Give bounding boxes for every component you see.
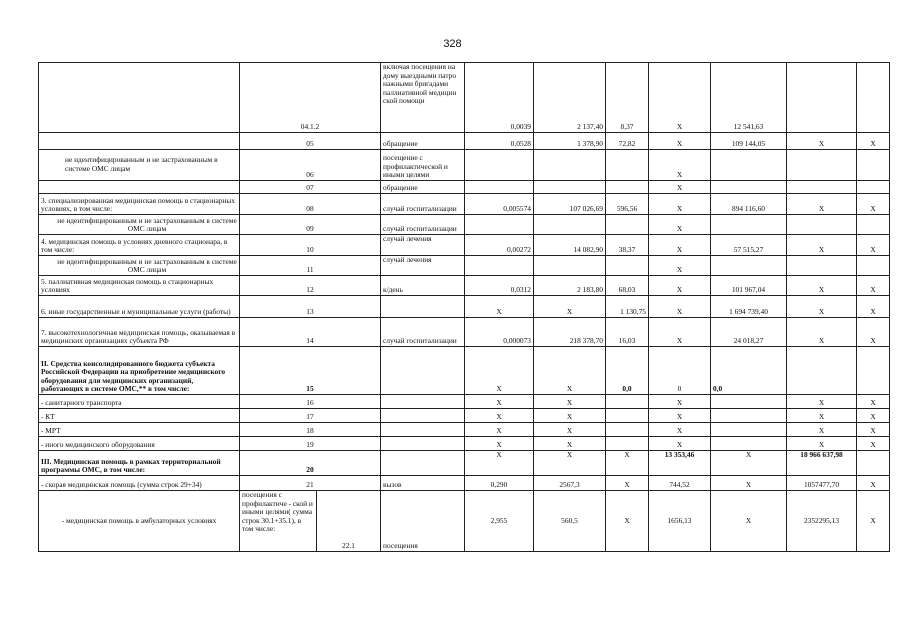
cell: X [649, 63, 711, 133]
cell: 109 144,05 [711, 133, 787, 150]
row-name [39, 63, 240, 133]
cell: 13 353,46 [649, 451, 711, 476]
cell [711, 181, 787, 194]
cell [711, 423, 787, 437]
cell [711, 395, 787, 409]
cell: X [534, 409, 606, 423]
cell: X [649, 150, 711, 181]
row-code: 12 [240, 276, 381, 296]
cell: X [465, 395, 534, 409]
cell [787, 215, 857, 235]
cell: X [857, 476, 890, 491]
budget-table [38, 62, 890, 552]
cell [606, 215, 649, 235]
cell [534, 150, 606, 181]
row-name: III. Медицинская помощь в рамках территориальной программы ОМС, в том числе: [39, 451, 240, 476]
cell [606, 395, 649, 409]
table-row [39, 150, 890, 181]
row-name: 7. высокотехнологичная медицинская помощь, оказываемая в медицинских организациях субъекта РФ [39, 318, 240, 347]
row-name: не идентифицированным и не застрахованным в системе ОМС лицам [39, 215, 240, 235]
cell: X [649, 437, 711, 451]
row-unit: посещение с профилактической и иными целями [381, 150, 465, 181]
cell: X [857, 423, 890, 437]
cell [711, 437, 787, 451]
row-code: 17 [240, 409, 381, 423]
row-name: - КТ [39, 409, 240, 423]
table-row [39, 318, 890, 347]
row-name: 4. медицинская помощь в условиях дневного стационара, в том числе: [39, 235, 240, 256]
cell [711, 256, 787, 276]
row-name: не идентифицированным и не застрахованным в системе ОМС лицам [39, 150, 240, 181]
cell: 0,0039 [465, 63, 534, 133]
cell: 8,37 [606, 63, 649, 133]
cell: X [649, 194, 711, 215]
cell [857, 181, 890, 194]
cell: 0,0 [711, 347, 787, 395]
table-row [39, 63, 890, 133]
cell [606, 150, 649, 181]
row-unit [381, 409, 465, 423]
table-row [39, 395, 890, 409]
cell: X [534, 451, 606, 476]
cell: X [465, 296, 534, 318]
cell: X [857, 395, 890, 409]
row-unit: включая посещения на дому выездными патро нажными бригадами паллиативной медицин ской помощи [381, 63, 465, 133]
cell: X [787, 318, 857, 347]
row-name: - скорая медицинская помощь (сумма строк 29+34) [39, 476, 240, 491]
row-name [39, 181, 240, 194]
cell: 596,56 [606, 194, 649, 215]
cell: X [857, 235, 890, 256]
cell: X [649, 235, 711, 256]
row-unit: случай госпитализации [381, 215, 465, 235]
table-row [39, 423, 890, 437]
row-name: 6. иные государственные и муниципальные услуги (работы) [39, 296, 240, 318]
row-unit: к/день [381, 276, 465, 296]
cell [606, 181, 649, 194]
cell: 12 541,63 [711, 63, 787, 133]
row-unit: случай лечения [381, 235, 465, 256]
cell: X [787, 296, 857, 318]
cell: 0,290 [465, 476, 534, 491]
table-row [39, 437, 890, 451]
cell: X [857, 194, 890, 215]
row-code: 11 [240, 256, 381, 276]
row-code: 15 [240, 347, 381, 395]
row-unit: случай госпитализации [381, 318, 465, 347]
cell: X [787, 235, 857, 256]
row-name: 3. специализированная медицинская помощь в стационарных условиях, в том числе: [39, 194, 240, 215]
cell [606, 256, 649, 276]
row-unit: случай госпитализации [381, 194, 465, 215]
row-unit: вызов [381, 476, 465, 491]
cell: 57 515,27 [711, 235, 787, 256]
cell [711, 150, 787, 181]
cell: 14 082,90 [534, 235, 606, 256]
cell: 1 378,90 [534, 133, 606, 150]
cell [787, 347, 857, 395]
row-name: - иного медицинского оборудования [39, 437, 240, 451]
row-code: 20 [240, 451, 381, 476]
cell: 560,5 [534, 491, 606, 552]
cell: 0,000073 [465, 318, 534, 347]
cell [606, 409, 649, 423]
cell: 0,00272 [465, 235, 534, 256]
cell: 2352295,13 [787, 491, 857, 552]
row-name: 5. паллиативная медицинская помощь в стационарных условиях [39, 276, 240, 296]
table-row [39, 194, 890, 215]
cell: X [649, 409, 711, 423]
cell: X [711, 491, 787, 552]
cell: 0 [649, 347, 711, 395]
page-number: 328 [443, 38, 462, 50]
cell: X [606, 491, 649, 552]
cell [857, 256, 890, 276]
cell [857, 63, 890, 133]
cell: 1 694 739,40 [711, 296, 787, 318]
cell: 38,37 [606, 235, 649, 256]
cell: 744,52 [649, 476, 711, 491]
cell: X [465, 409, 534, 423]
table-row [39, 256, 890, 276]
cell [465, 256, 534, 276]
row-sub: посещения с профилактиче - ской и иными целями( сумма строк 30.1+35.1), в том числе: [240, 491, 317, 551]
cell: 218 378,70 [534, 318, 606, 347]
row-code: 18 [240, 423, 381, 437]
cell: X [857, 133, 890, 150]
cell [711, 409, 787, 423]
cell: X [465, 437, 534, 451]
row-code: 07 [240, 181, 381, 194]
row-unit: обращение [381, 181, 465, 194]
row-code: 05 [240, 133, 381, 150]
cell: 18 966 637,98 [787, 451, 857, 476]
cell [534, 215, 606, 235]
cell [857, 347, 890, 395]
cell: 101 967,04 [711, 276, 787, 296]
cell: X [649, 276, 711, 296]
cell: X [787, 276, 857, 296]
table-row [39, 296, 890, 318]
cell: X [711, 476, 787, 491]
cell: 1057477,70 [787, 476, 857, 491]
table-row [39, 276, 890, 296]
table-row [39, 476, 890, 491]
row-code-cell [240, 491, 381, 552]
cell [465, 150, 534, 181]
row-code: 13 [240, 296, 381, 318]
cell: 0,005574 [465, 194, 534, 215]
table-row [39, 347, 890, 395]
cell: X [465, 347, 534, 395]
cell: X [534, 437, 606, 451]
table-row [39, 133, 890, 150]
table-row [39, 215, 890, 235]
row-unit [381, 423, 465, 437]
table-row [39, 491, 890, 552]
row-code: 22.1 [342, 541, 355, 551]
cell: X [465, 423, 534, 437]
cell: X [787, 409, 857, 423]
cell [606, 437, 649, 451]
cell: X [649, 395, 711, 409]
cell: X [649, 296, 711, 318]
cell: X [534, 423, 606, 437]
row-unit [381, 451, 465, 476]
cell: 72,82 [606, 133, 649, 150]
cell: X [649, 181, 711, 194]
cell: X [857, 318, 890, 347]
cell: X [857, 409, 890, 423]
table-row [39, 181, 890, 194]
cell: 107 026,69 [534, 194, 606, 215]
row-code: 14 [240, 318, 381, 347]
row-unit [381, 437, 465, 451]
cell: X [787, 133, 857, 150]
row-unit: посещения [381, 491, 465, 552]
cell: X [787, 423, 857, 437]
cell: X [606, 451, 649, 476]
row-code: 04.1.2 [240, 63, 381, 133]
cell: X [649, 133, 711, 150]
cell [534, 181, 606, 194]
cell [465, 181, 534, 194]
cell [606, 423, 649, 437]
row-code: 16 [240, 395, 381, 409]
cell: X [857, 437, 890, 451]
table-row [39, 409, 890, 423]
table-row [39, 451, 890, 476]
cell: 0,0 [606, 347, 649, 395]
cell: X [787, 437, 857, 451]
cell: X [606, 476, 649, 491]
cell [534, 256, 606, 276]
row-unit [381, 395, 465, 409]
cell: X [649, 215, 711, 235]
row-code: 10 [240, 235, 381, 256]
row-name: - МРТ [39, 423, 240, 437]
cell [787, 256, 857, 276]
cell: 0,0528 [465, 133, 534, 150]
cell: 2 183,80 [534, 276, 606, 296]
row-name: - медицинская помощь в амбулаторных условиях [39, 491, 240, 552]
cell: X [857, 491, 890, 552]
cell: X [534, 347, 606, 395]
row-unit: случай лечения [381, 256, 465, 276]
row-unit [381, 296, 465, 318]
cell: 2567,3 [534, 476, 606, 491]
cell: X [534, 296, 606, 318]
table-row [39, 235, 890, 256]
cell [711, 215, 787, 235]
cell: X [534, 395, 606, 409]
row-code: 09 [240, 215, 381, 235]
cell: X [857, 296, 890, 318]
cell [787, 150, 857, 181]
cell: X [787, 395, 857, 409]
row-name [39, 133, 240, 150]
cell: 24 018,27 [711, 318, 787, 347]
cell: 2,955 [465, 491, 534, 552]
row-name: - санитарного транспорта [39, 395, 240, 409]
row-name: не идентифицированным и не застрахованным в системе ОМС лицам [39, 256, 240, 276]
row-code: 06 [240, 150, 381, 181]
row-name: II. Средства консолидированного бюджета субъекта Российской Федерации на приобретение медицинского оборудования для медицинских организаций, работающих в системе ОМС,** в том числе: [39, 347, 240, 395]
cell: 1 130,75 [606, 296, 649, 318]
cell: X [649, 318, 711, 347]
cell: 2 137,40 [534, 63, 606, 133]
cell: 16,03 [606, 318, 649, 347]
row-unit [381, 347, 465, 395]
cell [857, 150, 890, 181]
row-code: 08 [240, 194, 381, 215]
cell: X [711, 451, 787, 476]
cell: X [649, 256, 711, 276]
row-code: 19 [240, 437, 381, 451]
cell: 68,03 [606, 276, 649, 296]
cell: X [465, 451, 534, 476]
cell: X [787, 194, 857, 215]
cell [787, 63, 857, 133]
cell: 0,0312 [465, 276, 534, 296]
cell: 894 116,60 [711, 194, 787, 215]
cell [465, 215, 534, 235]
cell [787, 181, 857, 194]
cell: X [857, 276, 890, 296]
cell: 1656,13 [649, 491, 711, 552]
cell: X [649, 423, 711, 437]
cell [857, 215, 890, 235]
row-unit: обращение [381, 133, 465, 150]
row-code: 21 [240, 476, 381, 491]
cell [857, 451, 890, 476]
